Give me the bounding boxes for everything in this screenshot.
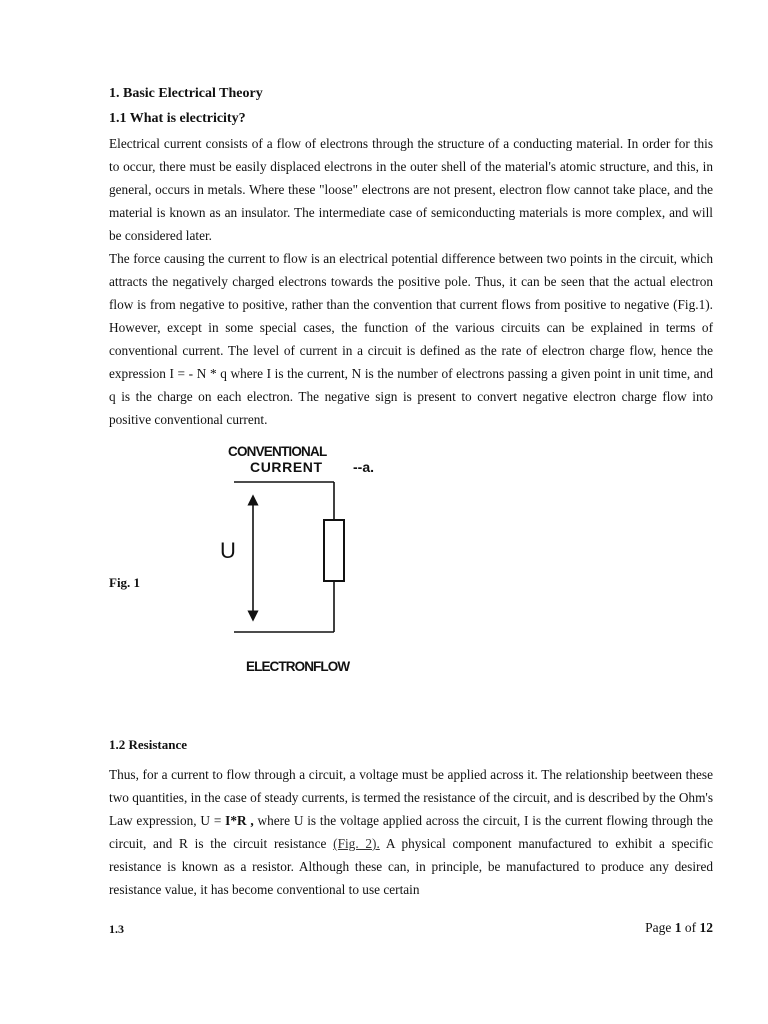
figure-text-marker: --a. (353, 459, 374, 475)
paragraph-resistance (109, 763, 713, 901)
paragraph-resistance-part1: Thus, for a current to flow through a circuit, a voltage must be applied across it. The relationship beetween these two quantities, in the case of steady currents, is termed the resistance of the circuit, and is described by the Ohm's Law expression, U = (109, 767, 713, 828)
footer-page-total: 12 (699, 920, 713, 935)
heading-what-is-electricity: 1.1 What is electricity? (109, 111, 246, 126)
resistor-symbol (324, 520, 344, 581)
paragraph-electricity: Electrical current consists of a flow of electrons through the structure of a conducting material. In order for this to occur, there must be easily displaced electrons in the outer shell of the material's atomic structure, and this, in general, occurs in metals. Where these "loose" electrons are not present, electron flow cannot take place, and the material is known as an insulator. The intermediate case of semiconducting materials is more complex, and will be considered later. (109, 136, 713, 243)
figure-text-conventional: CONVENTIONAL (228, 444, 327, 459)
figure-text-current: CURRENT (250, 459, 323, 475)
footer-page-current: 1 (674, 920, 682, 935)
paragraph-force: The force causing the current to flow is an electrical potential difference between two points in the circuit, which attracts the negatively charged electrons towards the positive pole. Thus, it can be seen that the actual electron flow is from negative to positive, rather than the convention that current flows from positive to negative (Fig.1). However, except in some special cases, the function of the various circuits can be explained in terms of conventional current. The level of current in a circuit is defined as the rate of electron charge flow, hence the expression I = - N * q where I is the current, N is the number of electrons passing a given point in unit time, and q is the charge on each electron. The negative sign is present to convert negative electron charge flow into positive conventional current. (109, 251, 713, 427)
figure-text-u: U (220, 538, 236, 563)
heading-resistance: 1.2 Resistance (109, 737, 187, 752)
fig2-link[interactable]: (Fig. 2). (333, 836, 380, 851)
ohms-law-formula: I*R , (225, 813, 254, 828)
paragraph-resistance-part2: where U is the voltage applied across the circuit, I is the current flowing through the circuit, and R is the circuit resistance (109, 813, 714, 851)
figure-text-electron-flow: ELECTRONFLOW (246, 659, 350, 674)
paragraph-resistance-part3: A physical component manufactured to exhibit a specific resistance is known as a resistor. Although these can, in principle, be manufactured to produce any desired resistance value, it has become conventional to use certain (109, 836, 714, 897)
circuit-wires (234, 482, 334, 632)
figure-label: Fig. 1 (109, 575, 141, 590)
footer-page-of: of (684, 920, 697, 935)
footer-page-word: Page (645, 920, 672, 935)
heading-main: 1. Basic Electrical Theory (109, 86, 263, 101)
footer-section-number: 1.3 (109, 922, 124, 936)
footer-page-number (645, 920, 713, 936)
figure-circuit (220, 438, 400, 678)
